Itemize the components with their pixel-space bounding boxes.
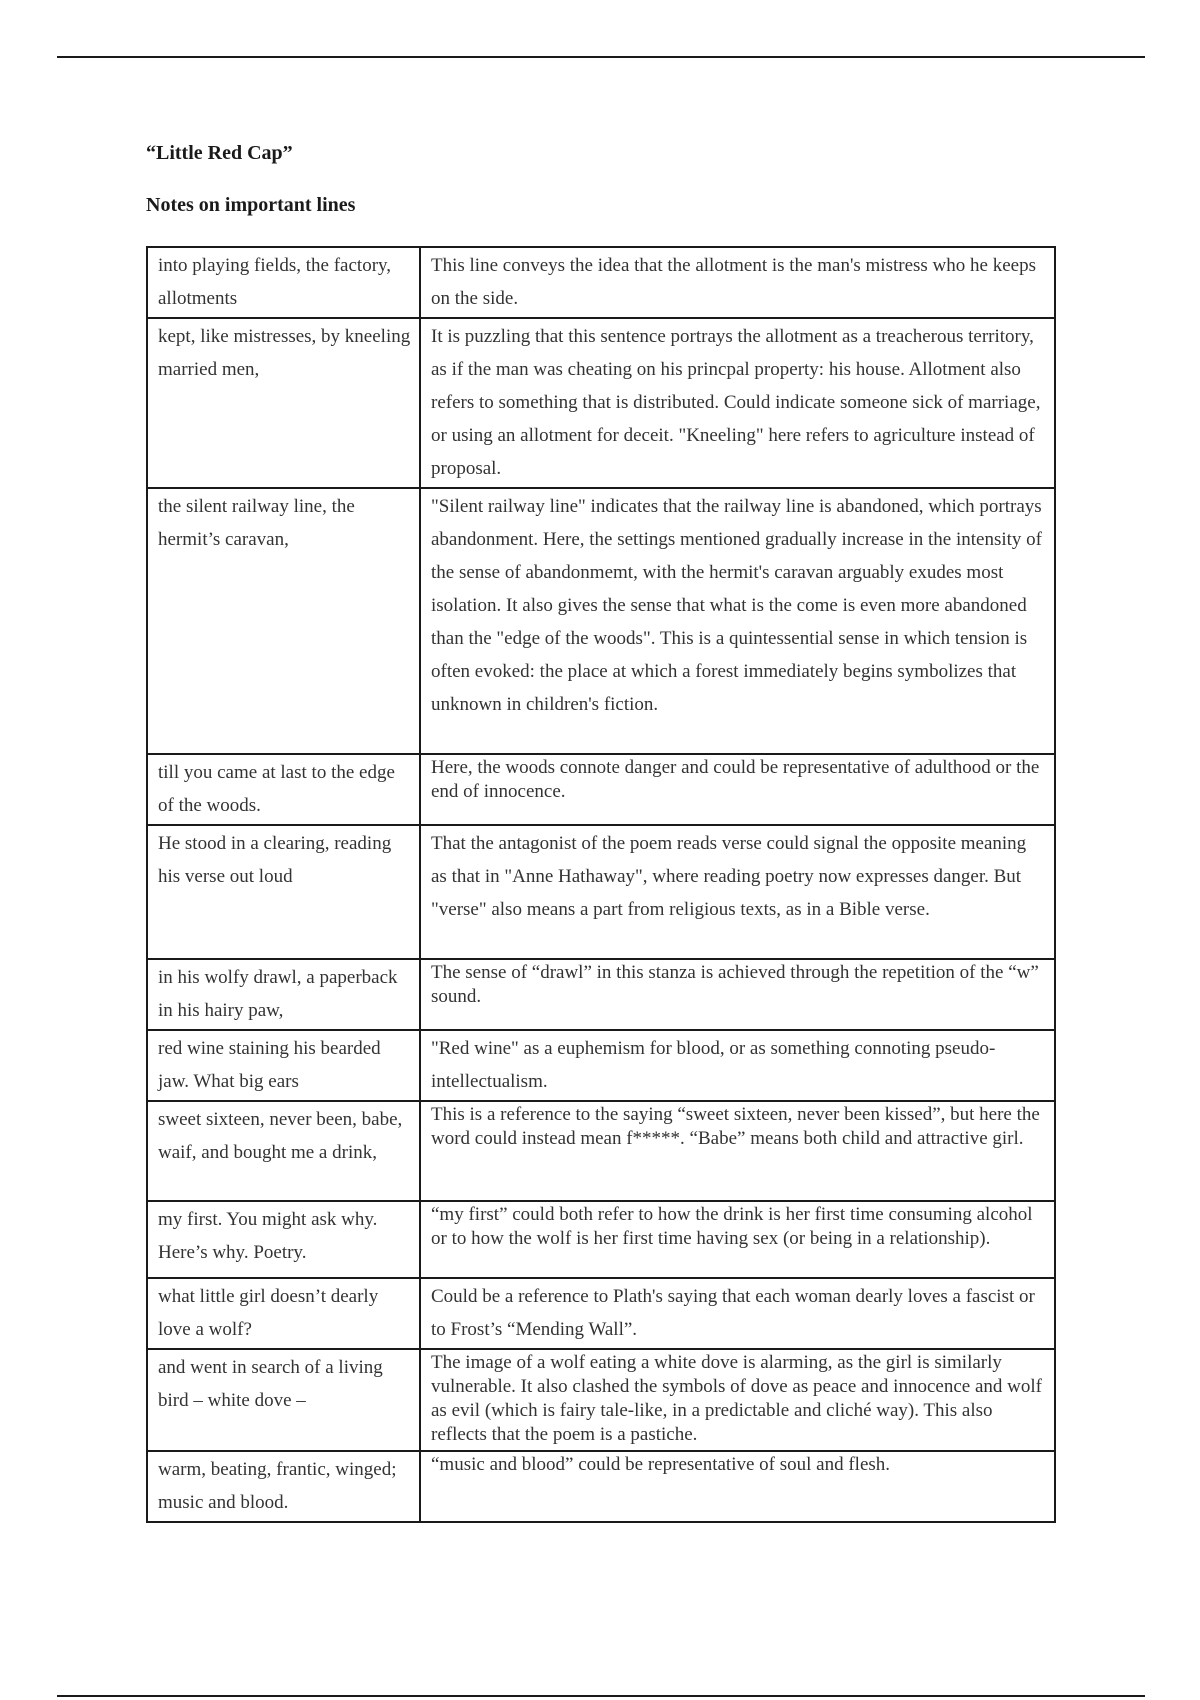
poem-line-cell: the silent railway line, the hermit’s caravan, <box>147 488 420 754</box>
poem-line-cell: kept, like mistresses, by kneeling married men, <box>147 318 420 488</box>
table-row <box>147 247 1055 318</box>
table-row <box>147 1349 1055 1451</box>
note-cell: This line conveys the idea that the allotment is the man's mistress who he keeps on the side. <box>420 247 1055 318</box>
poem-line-cell: warm, beating, frantic, winged; music and blood. <box>147 1451 420 1522</box>
note-cell: The image of a wolf eating a white dove is alarming, as the girl is similarly vulnerable. It also clashed the symbols of dove as peace and innocence and wolf as evil (which is fairy tale-like, in a predictable and cliché way). This also reflects that the poem is a pastiche. <box>420 1349 1055 1451</box>
table-row <box>147 825 1055 959</box>
note-cell: It is puzzling that this sentence portrays the allotment as a treacherous territory, as if the man was cheating on his princpal property: his house. Allotment also refers to something that is distributed. Could indicate someone sick of marriage, or using an allotment for deceit. "Kneeling" here refers to agriculture instead of proposal. <box>420 318 1055 488</box>
poem-line-cell: till you came at last to the edge of the woods. <box>147 754 420 825</box>
note-cell: This is a reference to the saying “sweet sixteen, never been kissed”, but here the word could instead mean f*****. “Babe” means both child and attractive girl. <box>420 1101 1055 1201</box>
table-row <box>147 1030 1055 1101</box>
table-row <box>147 754 1055 825</box>
document-title: “Little Red Cap” <box>146 142 293 164</box>
note-cell: That the antagonist of the poem reads verse could signal the opposite meaning as that in "Anne Hathaway", where reading poetry now expresses danger. But "verse" also means a part from religious texts, as in a Bible verse. <box>420 825 1055 959</box>
document-subtitle: Notes on important lines <box>146 194 356 216</box>
note-cell: Here, the woods connote danger and could be representative of adulthood or the end of innocence. <box>420 754 1055 825</box>
poem-line-cell: in his wolfy drawl, a paperback in his hairy paw, <box>147 959 420 1030</box>
poem-line-cell: my first. You might ask why. Here’s why. Poetry. <box>147 1201 420 1278</box>
header-rule <box>57 56 1145 58</box>
note-cell: "Red wine" as a euphemism for blood, or as something connoting pseudo-intellectualism. <box>420 1030 1055 1101</box>
note-cell: “my first” could both refer to how the drink is her first time consuming alcohol or to how the wolf is her first time having sex (or being in a relationship). <box>420 1201 1055 1278</box>
footer-rule <box>57 1695 1145 1697</box>
notes-table <box>146 246 1056 1523</box>
table-row <box>147 318 1055 488</box>
table-row <box>147 959 1055 1030</box>
poem-line-cell: red wine staining his bearded jaw. What big ears <box>147 1030 420 1101</box>
note-cell: The sense of “drawl” in this stanza is achieved through the repetition of the “w” sound. <box>420 959 1055 1030</box>
note-cell: Could be a reference to Plath's saying that each woman dearly loves a fascist or to Frost’s “Mending Wall”. <box>420 1278 1055 1349</box>
poem-line-cell: He stood in a clearing, reading his verse out loud <box>147 825 420 959</box>
note-cell: "Silent railway line" indicates that the railway line is abandoned, which portrays abandonment. Here, the settings mentioned gradually increase in the intensity of the sense of abandonmemt, with the hermit's caravan arguably exudes most isolation. It also gives the sense that what is the come is even more abandoned than the "edge of the woods". This is a quintessential sense in which tension is often evoked: the place at which a forest immediately begins symbolizes that unknown in children's fiction. <box>420 488 1055 754</box>
table-row <box>147 488 1055 754</box>
table-row <box>147 1201 1055 1278</box>
poem-line-cell: and went in search of a living bird – white dove – <box>147 1349 420 1451</box>
note-cell: “music and blood” could be representative of soul and flesh. <box>420 1451 1055 1522</box>
poem-line-cell: what little girl doesn’t dearly love a wolf? <box>147 1278 420 1349</box>
table-row <box>147 1101 1055 1201</box>
poem-line-cell: into playing fields, the factory, allotments <box>147 247 420 318</box>
table-row <box>147 1451 1055 1522</box>
table-row <box>147 1278 1055 1349</box>
poem-line-cell: sweet sixteen, never been, babe, waif, and bought me a drink, <box>147 1101 420 1201</box>
